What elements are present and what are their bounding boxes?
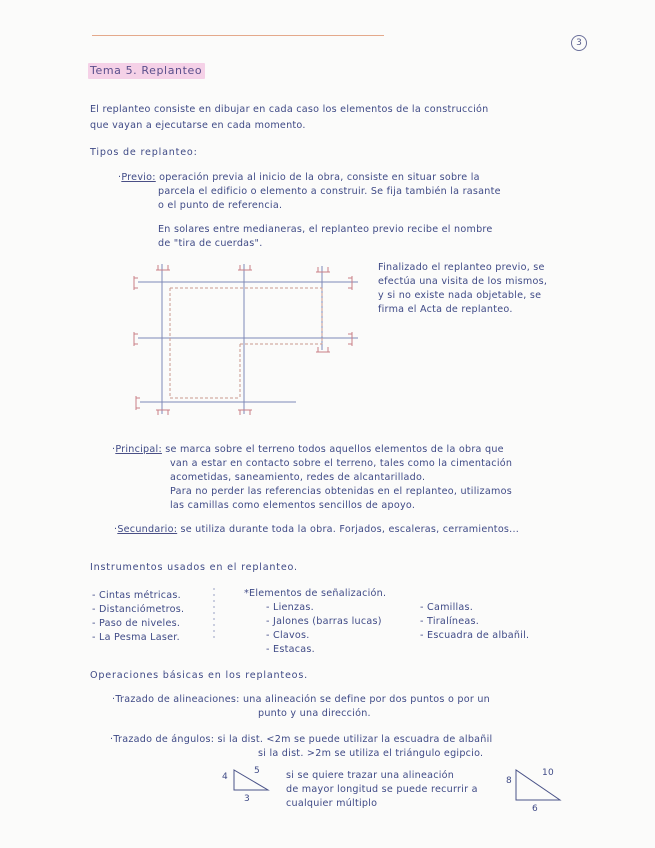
previo-side-note-1: Finalizado el replanteo previo, se <box>378 262 545 273</box>
triangle-large-side-b: 6 <box>532 804 538 814</box>
alineaciones-label: Trazado de alineaciones: <box>115 694 240 705</box>
senalizacion-2: - Jalones (barras lucas) <box>266 616 382 627</box>
angulos-text-1: si la dist. <2m se puede utilizar la escuadra de albañil <box>217 734 493 745</box>
previo-note-2: de "tira de cuerdas". <box>158 238 263 249</box>
senalizacion-4: - Estacas. <box>266 644 315 655</box>
tipos-heading: Tipos de replanteo: <box>90 147 198 158</box>
title-highlight: Tema 5. Replanteo <box>88 63 205 79</box>
previo-side-note-3: y si no existe nada objetable, se <box>378 290 542 301</box>
previo-note-1: En solares entre medianeras, el replanteo previo recibe el nombre <box>158 224 493 235</box>
senalizacion-heading: *Elementos de señalización. <box>244 588 387 599</box>
senalizacion-3: - Clavos. <box>266 630 310 641</box>
instrumento-col3-2: - Tiralíneas. <box>420 616 480 627</box>
previo-line-3: o el punto de referencia. <box>158 200 283 211</box>
instrumento-3: - Paso de niveles. <box>92 618 181 629</box>
final-note-2: de mayor longitud se puede recurrir a <box>286 784 478 795</box>
instrumentos-heading: Instrumentos usados en el replanteo. <box>90 562 298 573</box>
principal-line-2: van a estar en contacto sobre el terreno, tales como la cimentación <box>170 458 513 469</box>
alineaciones-line-1: ·Trazado de alineaciones: una alineación se define por dos puntos o por un <box>112 694 491 705</box>
senalizacion-1: - Lienzas. <box>266 602 314 613</box>
secundario-label: Secundario: <box>117 524 178 535</box>
operaciones-heading: Operaciones básicas en los replanteos. <box>90 670 308 681</box>
previo-line-1: ·Previo: operación previa al inicio de la obra, consiste en situar sobre la <box>118 172 480 183</box>
angulos-line-1: ·Trazado de ángulos: si la dist. <2m se puede utilizar la escuadra de albañil <box>110 734 493 745</box>
angulos-label: Trazado de ángulos: <box>113 734 215 745</box>
intro-line-1: El replanteo consiste en dibujar en cada caso los elementos de la construcción <box>90 104 489 115</box>
previo-label: Previo: <box>121 172 156 183</box>
alineaciones-text-1: una alineación se define por dos puntos o por un <box>242 694 491 705</box>
instrumento-col3-3: - Escuadra de albañil. <box>420 630 530 641</box>
triangle-small-hyp: 5 <box>254 766 260 776</box>
triangle-small-side-b: 3 <box>244 794 250 804</box>
instrumento-col3-1: - Camillas. <box>420 602 474 613</box>
secundario-line: ·Secundario: se utiliza durante toda la obra. Forjados, escaleras, cerramientos... <box>114 524 520 535</box>
principal-text-1: se marca sobre el terreno todos aquellos elementos de la obra que <box>165 444 504 455</box>
final-note-3: cualquier múltiplo <box>286 798 378 809</box>
principal-line-5: las camillas como elementos sencillos de apoyo. <box>170 500 416 511</box>
secundario-text: se utiliza durante toda la obra. Forjados, escaleras, cerramientos... <box>180 524 520 535</box>
previo-text-1: operación previa al inicio de la obra, consiste en situar sobre la <box>159 172 480 183</box>
angulos-line-2: si la dist. >2m se utiliza el triángulo egipcio. <box>258 748 484 759</box>
principal-line-4: Para no perder las referencias obtenidas en el replanteo, utilizamos <box>170 486 512 497</box>
final-note-1: si se quiere trazar una alineación <box>286 770 455 781</box>
principal-line-1: ·Principal: se marca sobre el terreno todos aquellos elementos de la obra que <box>112 444 504 455</box>
alineaciones-line-2: punto y una dirección. <box>258 708 371 719</box>
page-number: 3 <box>571 35 587 51</box>
triangle-small-side-a: 4 <box>222 772 228 782</box>
previo-line-2: parcela el edificio o elemento a construir. Se fija también la rasante <box>158 186 501 197</box>
intro-line-2: que vayan a ejecutarse en cada momento. <box>90 120 306 131</box>
triangle-large-side-a: 8 <box>506 776 512 786</box>
previo-side-note-2: efectúa una visita de los mismos, <box>378 276 548 287</box>
instrumento-4: - La Pesma Laser. <box>92 632 180 643</box>
previo-side-note-4: firma el Acta de replanteo. <box>378 304 513 315</box>
instrumento-1: - Cintas métricas. <box>92 590 181 601</box>
principal-line-3: acometidas, saneamiento, redes de alcantarillado. <box>170 472 426 483</box>
instrumento-2: - Distanciómetros. <box>92 604 185 615</box>
triangle-large-hyp: 10 <box>542 768 554 778</box>
principal-label: Principal: <box>115 444 162 455</box>
